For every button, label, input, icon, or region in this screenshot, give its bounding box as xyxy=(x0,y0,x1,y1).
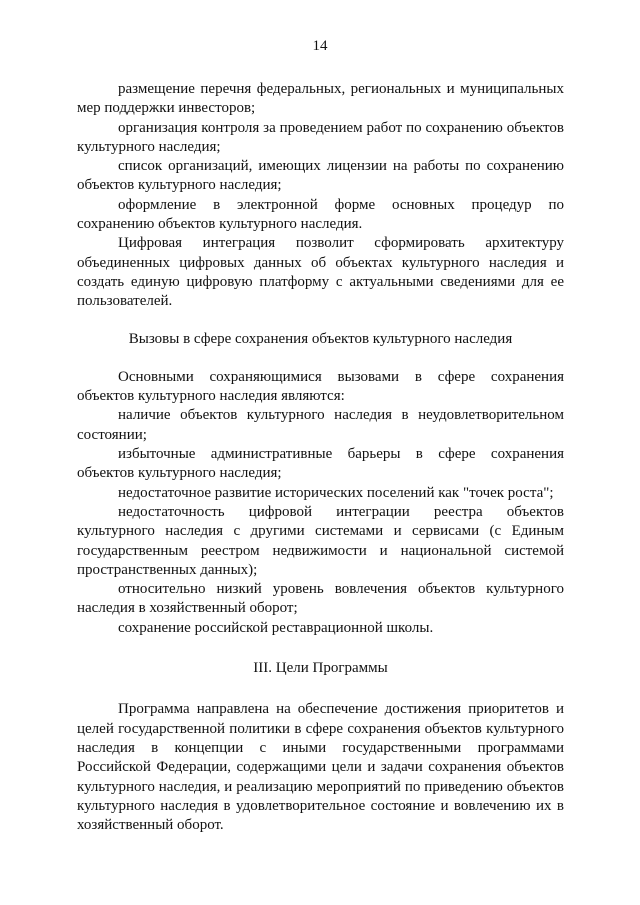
paragraph-restoration-school: сохранение российской реставрационной школы. xyxy=(118,619,434,636)
paragraph-licensed-organizations: список организаций, имеющих лицензии на работы по сохранению объектов культурного наследия; xyxy=(77,158,564,194)
paragraph-historic-settlements: недостаточное развитие исторических поселений как "точек роста"; xyxy=(118,484,554,501)
paragraph-electronic-procedures: оформление в электронной форме основных процедур по сохранению объектов культурного наследия. xyxy=(77,196,564,233)
spacer xyxy=(77,312,564,330)
spacer xyxy=(77,349,564,368)
section-heading-goals: III. Цели Программы xyxy=(253,660,388,677)
paragraph-admin-barriers: избыточные административные барьеры в сфере сохранения объектов культурного наследия; xyxy=(77,446,564,482)
spacer xyxy=(77,678,564,700)
paragraph-investor-support: размещение перечня федеральных, региональных и муниципальных мер поддержки инвесторов; xyxy=(77,81,564,117)
paragraph-control-organization: организация контроля за проведением работ по сохранению объектов культурного наследия; xyxy=(77,119,564,155)
paragraph-economic-use: относительно низкий уровень вовлечения объектов культурного наследия в хозяйственный оборот; xyxy=(77,581,564,617)
paragraph-digital-integration: Цифровая интеграция позволит сформировать архитектуру объединенных цифровых данных об объектах культурного наследия и создать единую цифровую платформу с актуальными сведениями для ее пользователей. xyxy=(77,235,564,310)
document-body xyxy=(77,80,564,835)
section-heading-challenges: Вызовы в сфере сохранения объектов культурного наследия xyxy=(128,330,513,347)
paragraph-main-challenges: Основными сохраняющимися вызовами в сфере сохранения объектов культурного наследия являются: xyxy=(77,368,564,405)
paragraph-digital-registry: недостаточность цифровой интеграции реестра объектов культурного наследия с другими системами и сервисами (с Единым государственным реестром недвижимости и национальной системой пространственных данных); xyxy=(77,503,564,578)
spacer xyxy=(77,638,564,659)
paragraph-program-goals: Программа направлена на обеспечение достижения приоритетов и целей государственной политики в сфере сохранения объектов культурного наследия в концепции с иными государственными программами Российской Федерации, содержащими цели и задачи сохранения объектов культурного наследия, и реализацию мероприятий по приведению объектов культурного наследия в удовлетворительное состояние и вовлечению их в хозяйственный оборот. xyxy=(77,701,564,834)
page-number: 14 xyxy=(312,38,328,54)
paragraph-poor-condition: наличие объектов культурного наследия в неудовлетворительном состоянии; xyxy=(77,407,564,443)
